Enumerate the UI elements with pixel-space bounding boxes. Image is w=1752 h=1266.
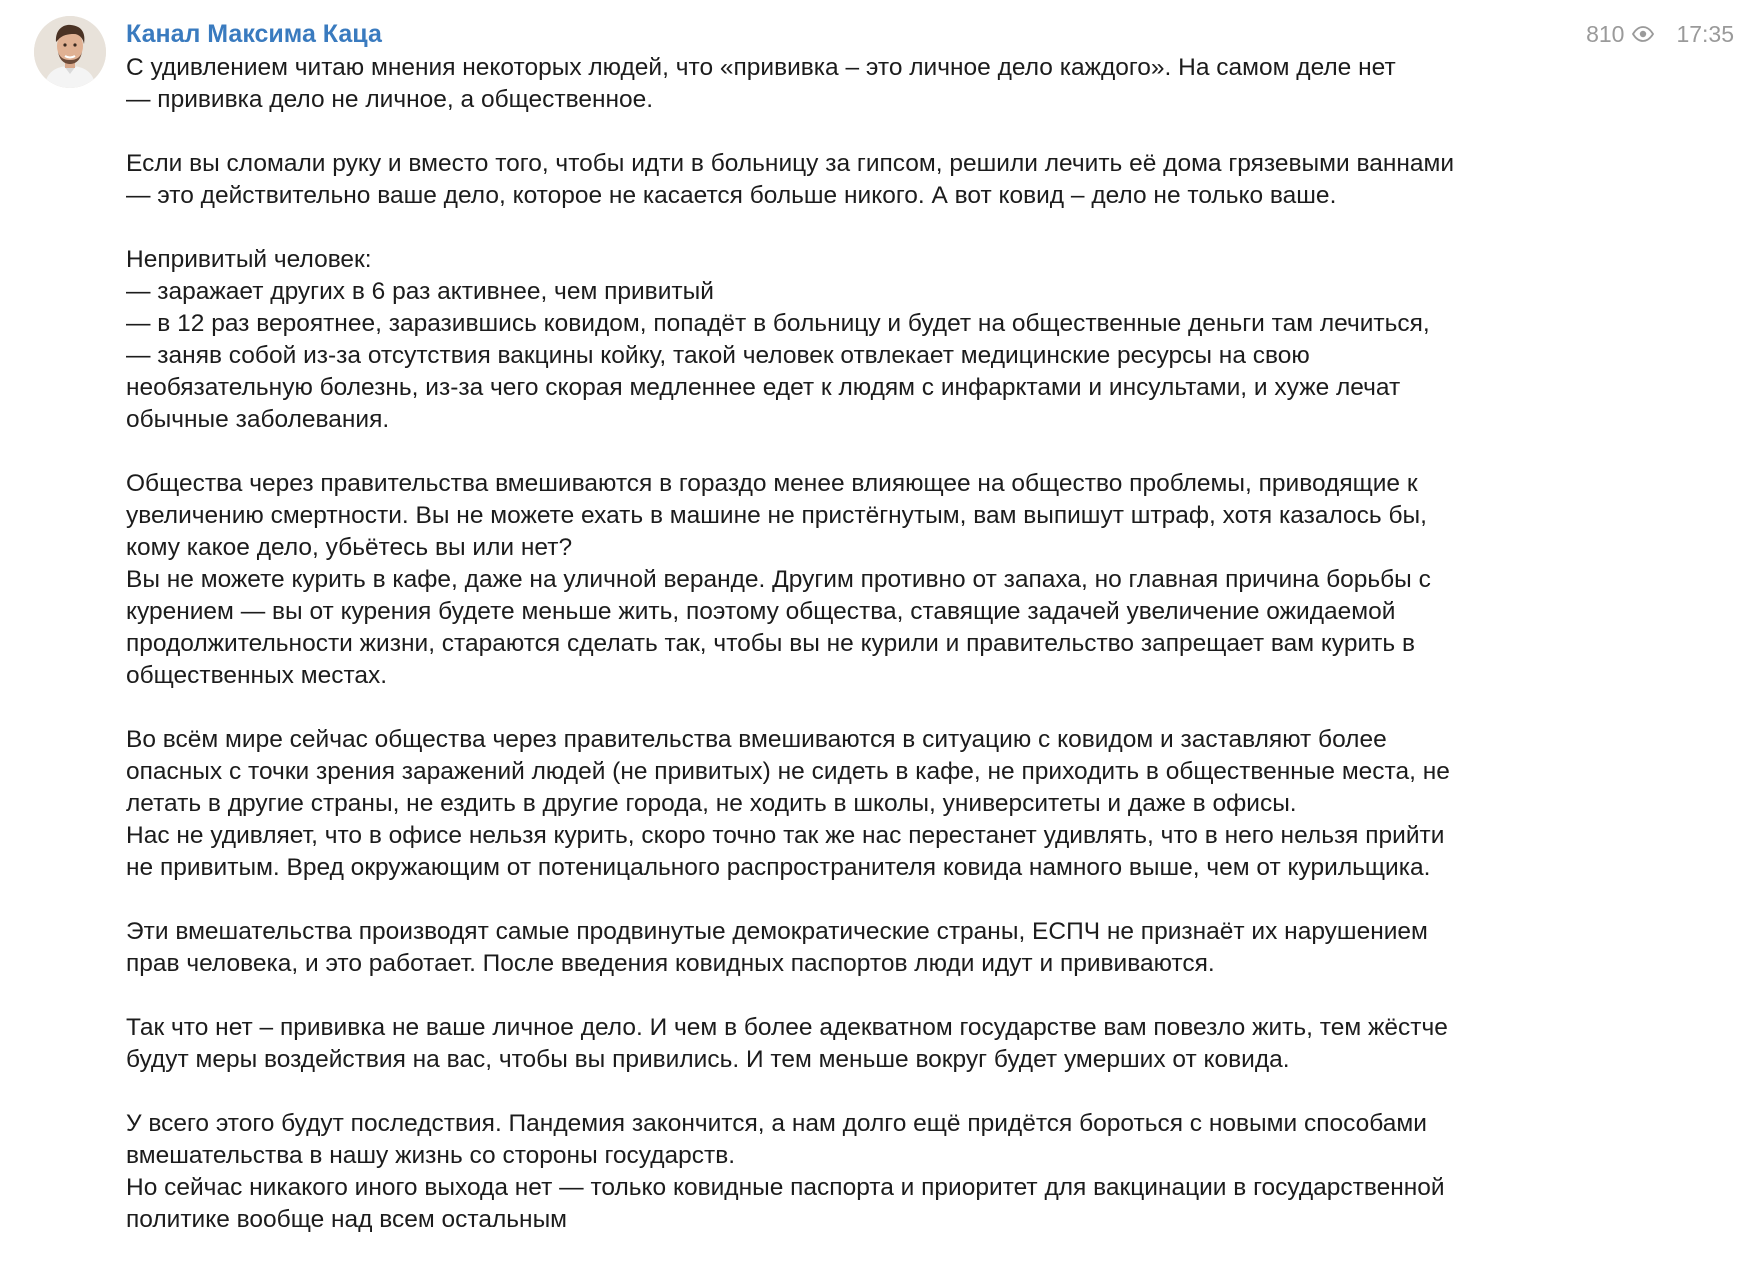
post-paragraph bbox=[126, 244, 1726, 436]
post-text-line: продолжительности жизни, стараются сделать так, чтобы вы не курили и правительство запрещает вам курить в bbox=[126, 630, 1415, 657]
eye-icon bbox=[1632, 26, 1654, 42]
post-paragraph bbox=[126, 1108, 1726, 1236]
post-text-line: — заняв собой из-за отсутствия вакцины койку, такой человек отвлекает медицинские ресурсы на свою bbox=[126, 342, 1310, 369]
post-text-line: опасных с точки зрения заражений людей (не привитых) не сидеть в кафе, не приходить в общественные места, не bbox=[126, 758, 1450, 785]
post-paragraph bbox=[126, 1012, 1726, 1076]
post-text-line: — прививка дело не личное, а общественное. bbox=[126, 86, 654, 113]
post-paragraph bbox=[126, 52, 1726, 116]
post-text-line: политике вообще над всем остальным bbox=[126, 1206, 568, 1233]
post-text-line: С удивлением читаю мнения некоторых людей, что «прививка – это личное дело каждого». На самом деле нет bbox=[126, 54, 1396, 81]
post-text-line: курением — вы от курения будете меньше жить, поэтому общества, ставящие задачей увеличение ожидаемой bbox=[126, 598, 1396, 625]
post-text-line: — заражает других в 6 раз активнее, чем привитый bbox=[126, 278, 714, 305]
post-text-line: Если вы сломали руку и вместо того, чтобы идти в больницу за гипсом, решили лечить её дома грязевыми ваннами bbox=[126, 150, 1455, 177]
post-text-line: обычные заболевания. bbox=[126, 406, 390, 433]
channel-avatar[interactable] bbox=[34, 16, 106, 88]
channel-name[interactable]: Канал Максима Каца bbox=[126, 20, 382, 48]
post-paragraph bbox=[126, 916, 1726, 980]
post-text-line: Эти вмешательства производят самые продвинутые демократические страны, ЕСПЧ не признаёт их нарушением bbox=[126, 918, 1428, 945]
post-text-line: прав человека, и это работает. После введения ковидных паспортов люди идут и прививаются. bbox=[126, 950, 1215, 977]
post-text-line: У всего этого будут последствия. Пандемия закончится, а нам долго ещё придётся бороться с новыми способами bbox=[126, 1110, 1427, 1137]
post-paragraph bbox=[126, 724, 1726, 884]
post-paragraph bbox=[126, 468, 1726, 692]
post-text-line: — это действительно ваше дело, которое не касается больше никого. А вот ковид – дело не только ваше. bbox=[126, 182, 1337, 209]
post-meta bbox=[1586, 18, 1734, 50]
view-count: 810 bbox=[1586, 20, 1625, 47]
user-avatar-icon bbox=[34, 16, 106, 88]
post-text-line: Вы не можете курить в кафе, даже на уличной веранде. Другим противно от запаха, но главная причина борьбы с bbox=[126, 566, 1431, 593]
post-text-line: не привитым. Вред окружающим от потеницального распространителя ковида намного выше, чем от курильщика. bbox=[126, 854, 1431, 881]
post-paragraph bbox=[126, 148, 1726, 212]
post-text-line: общественных местах. bbox=[126, 662, 388, 689]
post-text bbox=[126, 52, 1726, 1236]
post-text-line: Нас не удивляет, что в офисе нельзя курить, скоро точно так же нас перестанет удивлять, что в него нельзя прийти bbox=[126, 822, 1445, 849]
post-text-line: необязательную болезнь, из-за чего скорая медленнее едет к людям с инфарктами и инсультами, и хуже лечат bbox=[126, 374, 1401, 401]
post-text-line: будут меры воздействия на вас, чтобы вы привились. И тем меньше вокруг будет умерших от ковида. bbox=[126, 1046, 1290, 1073]
post-text-line: летать в другие страны, не ездить в другие города, не ходить в школы, университеты и даже в офисы. bbox=[126, 790, 1297, 817]
post-text-line: Непривитый человек: bbox=[126, 246, 372, 273]
post-text-line: Во всём мире сейчас общества через правительства вмешиваются в ситуацию с ковидом и заставляют более bbox=[126, 726, 1387, 753]
post-text-line: Так что нет – прививка не ваше личное дело. И чем в более адекватном государстве вам повезло жить, тем жёстче bbox=[126, 1014, 1448, 1041]
post-text-line: Общества через правительства вмешиваются в гораздо менее влияющее на общество проблемы, приводящие к bbox=[126, 470, 1418, 497]
post-text-line: кому какое дело, убьётесь вы или нет? bbox=[126, 534, 573, 561]
post-text-line: вмешательства в нашу жизнь со стороны государств. bbox=[126, 1142, 736, 1169]
post-text-line: Но сейчас никакого иного выхода нет — только ковидные паспорта и приоритет для вакцинации в государственной bbox=[126, 1174, 1445, 1201]
post-text-line: — в 12 раз вероятнее, заразившись ковидом, попадёт в больницу и будет на общественные деньги там лечиться, bbox=[126, 310, 1430, 337]
post-time: 17:35 bbox=[1676, 20, 1734, 47]
post-text-line: увеличению смертности. Вы не можете ехать в машине не пристёгнутым, вам выпишут штраф, хотя казалось бы, bbox=[126, 502, 1427, 529]
